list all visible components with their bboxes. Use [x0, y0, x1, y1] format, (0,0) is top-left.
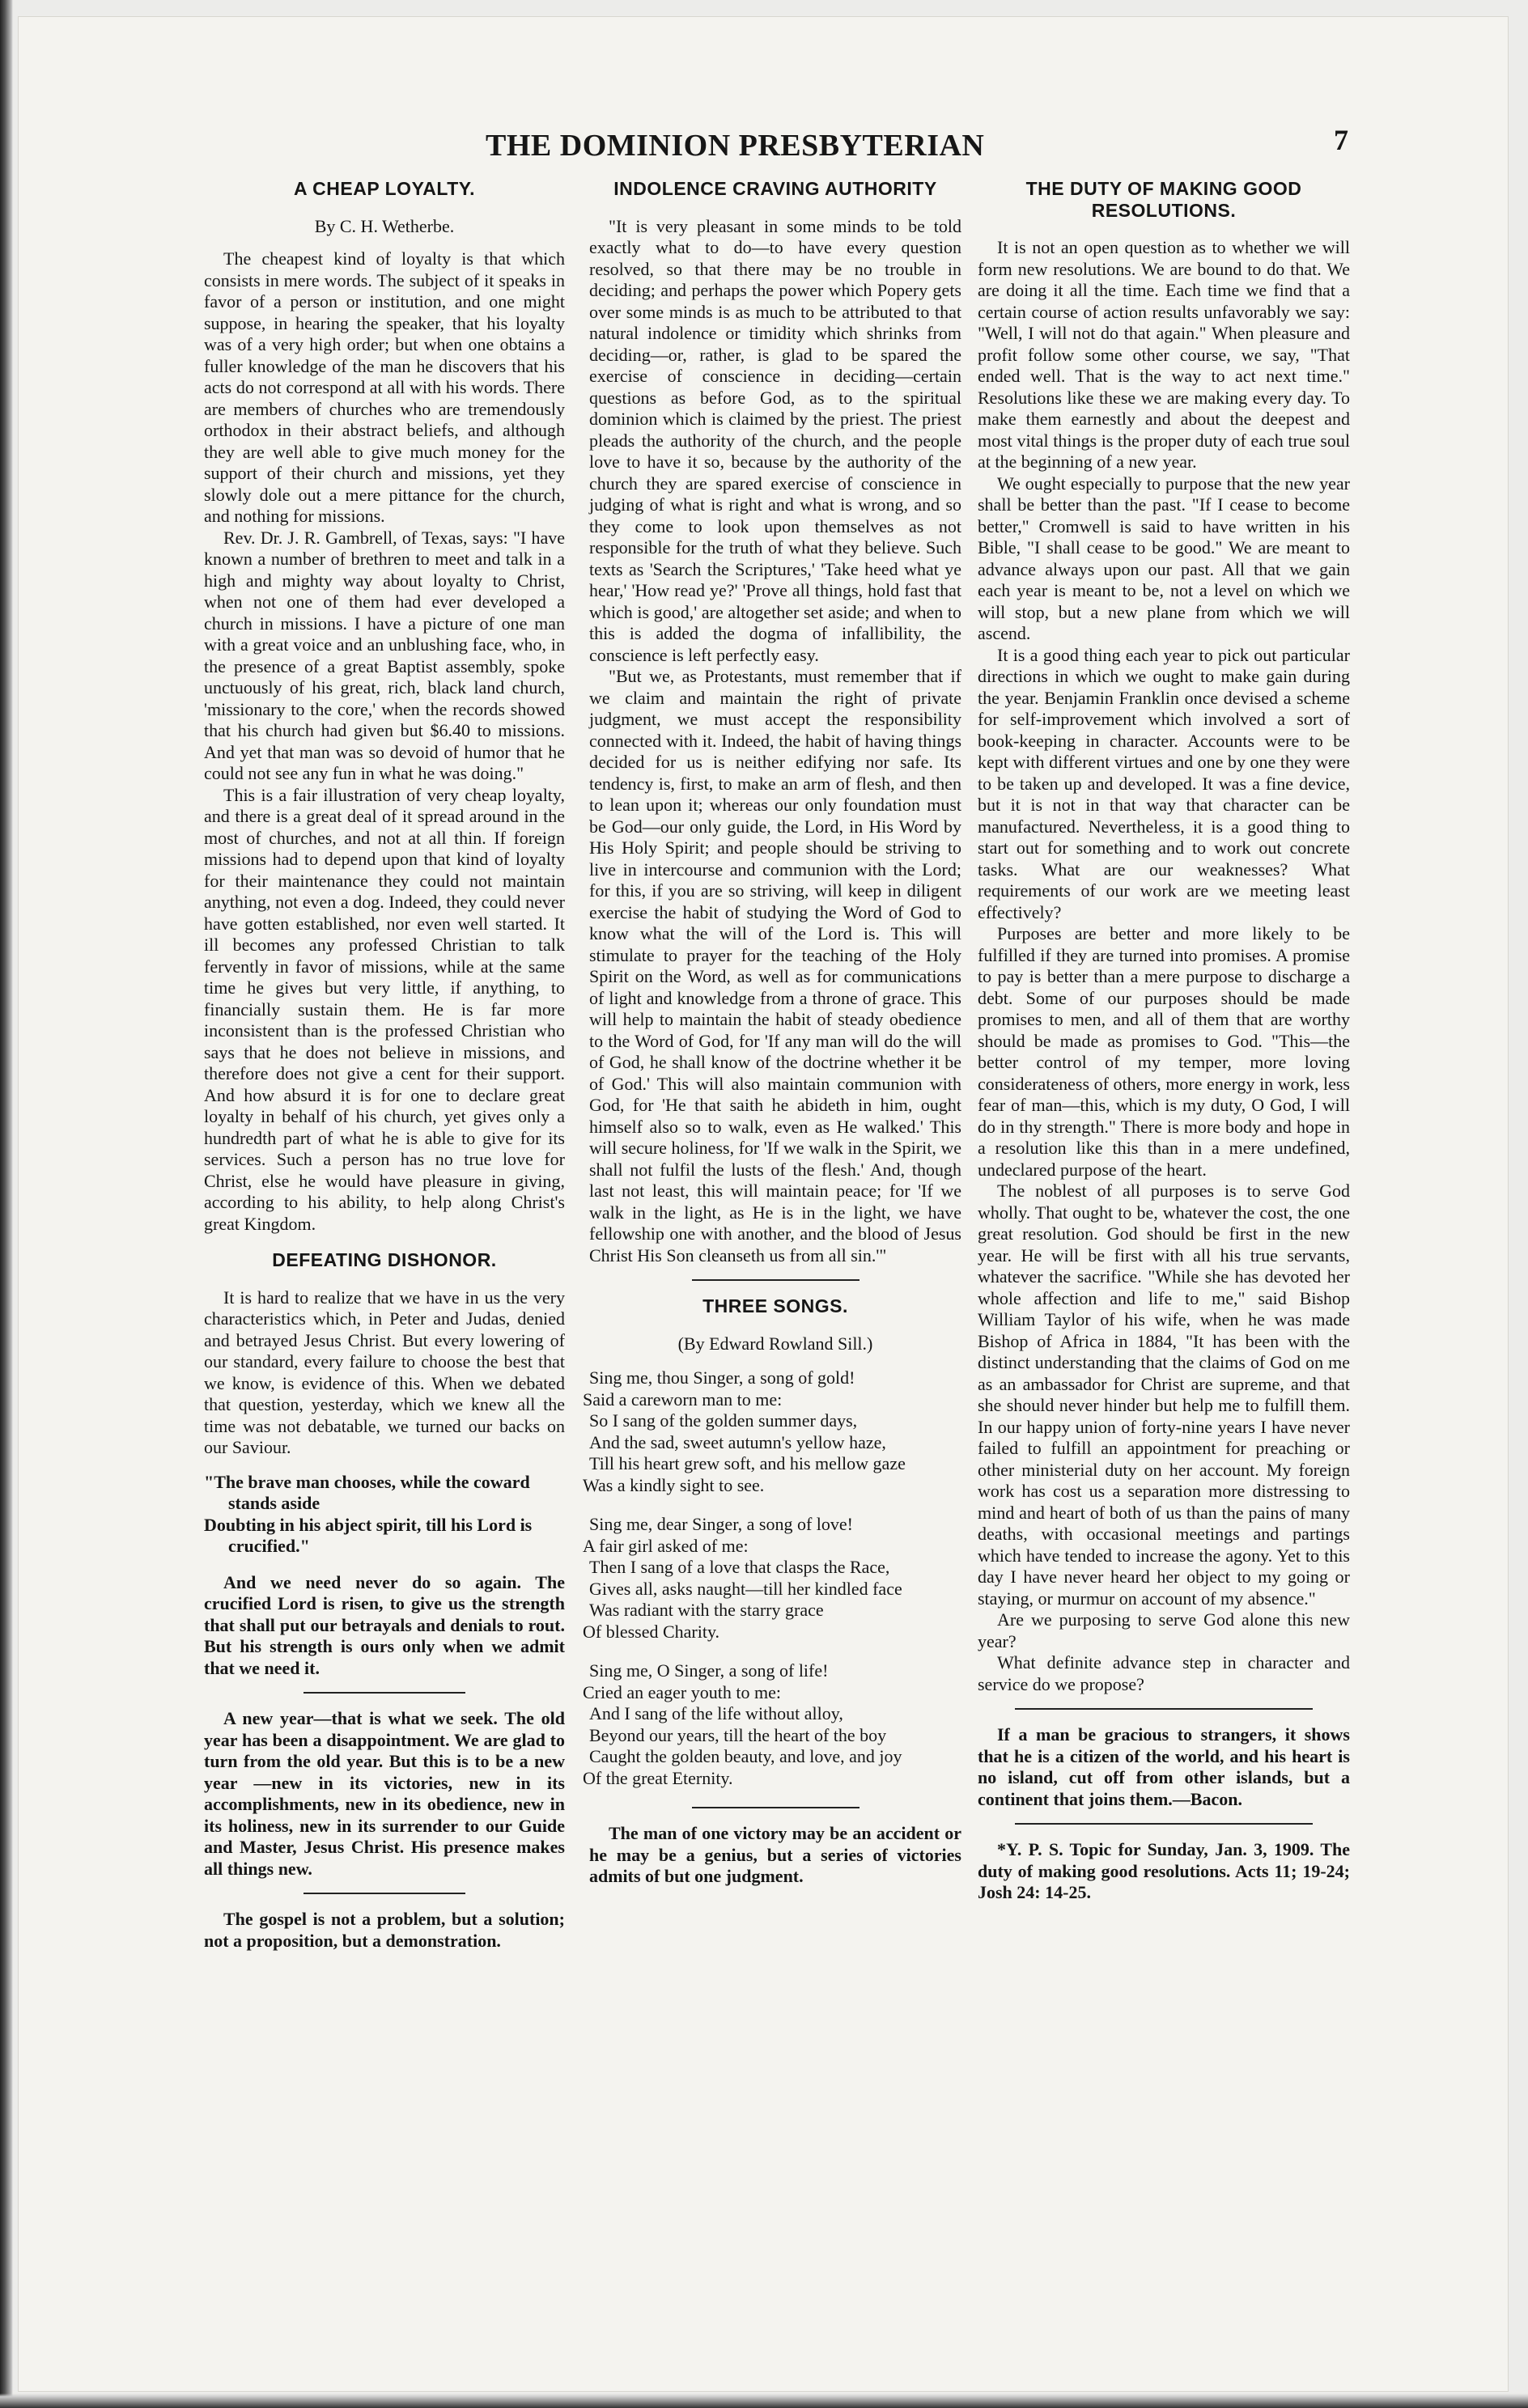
paragraph: What definite advance step in character and service do we propose? [978, 1652, 1350, 1694]
poem-heading: THREE SONGS. [702, 1295, 848, 1316]
quote-line: Doubting in his abject spirit, till his Lord is crucified." [204, 1514, 533, 1556]
divider [303, 1692, 466, 1694]
poem-line: Then I sang of a love that clasps the Race, [589, 1557, 890, 1577]
paragraph: It is a good thing each year to pick out particular directions in which we ought to make gain during the year. Benjamin Franklin once devised a scheme for self-improvement which involved a sort of book-keeping in character. Accounts were to be kept with different virtues and one by one they were to be taken up and developed. It was a fine device, but it is not in that way that character can be manufactured. Nevertheless, it is a good thing to start out for something and to work out concrete tasks. What are our weaknesses? What requirements of our work are we meeting least effectively? [978, 644, 1350, 922]
paragraph: "It is very pleasant in some minds to be told exactly what to do—to have every question resolved, so that there may be no trouble in deciding; and perhaps the power which Popery gets over some minds is as much to be attributed to that natural indolence or timidity which shrinks from deciding—or, rather, is glad to be spared the exercise of conscience in deciding—certain questions as before God, as to the spiritual dominion which is claimed by the priest. The priest pleads the authority of the church, and the people love to have it so, because by the authority of the church they are spared exercise of conscience in judging of what is right and what is wrong, and so they come to look upon themselves as not responsible for the truth of what they believe. Such texts as 'Search the Scriptures,' 'Take heed what ye hear,' 'How read ye?' 'Prove all things, hold fast that which is good,' are altogether set aside; and when to this is added the dogma of infallibility, the conscience is left perfectly easy. [589, 215, 961, 665]
poem-line: Was radiant with the starry grace [589, 1600, 824, 1620]
paragraph: The noblest of all purposes is to serve God wholly. That ought to be, whatever the cost, the one great resolution. God should be first in the new year. He will be first with all his true servants, whatever the sacrifice. "While she has devoted her whole affection and life to me," said Bishop William Taylor of his wife, when he was made Bishop of Africa in 1884, "It has been with the distinct understanding that the claims of God on me as an ambassador for Christ are supreme, and that she should never hinder but help me to fulfill them. In our happy union of forty-nine years I have never failed to fulfill an appointment for preaching or other ministerial duty on her account. My foreign work has cost us a separation more distressing to mind and heart of both of us than the pains of many deaths, with occasional meetings and partings which have tended to increase the agony. Yet to this day I have never heard her object to my going or staying, or murmur on account of my absence." [978, 1181, 1350, 1609]
poem-line: Sing me, thou Singer, a song of gold! [589, 1367, 855, 1388]
paragraph: It is hard to realize that we have in us the very characteristics which, in Peter and Judas, denied and betrayed Jesus Christ. But every lowering of our standard, every failure to choose the best that we know, is evidence of this. When we debated that question, yesterday, which we knew all the time was not debatable, we turned our backs on our Saviour. [204, 1287, 565, 1457]
poem-line: Gives all, asks naught—till her kindled face [589, 1578, 902, 1599]
masthead-title: THE DOMINION PRESBYTERIAN [486, 129, 985, 163]
article-heading: A CHEAP LOYALTY. [294, 178, 475, 199]
poem-line: Caught the golden beauty, and love, and joy [589, 1746, 902, 1766]
poem-line: A fair girl asked of me: [583, 1535, 749, 1556]
poem-line: Cried an eager youth to me: [583, 1681, 781, 1702]
poem-line: And I sang of the life without alloy, [589, 1703, 843, 1723]
divider [303, 1893, 466, 1894]
scan-edge-left [0, 0, 13, 2408]
article-indolence [589, 178, 961, 1266]
divider [1015, 1823, 1313, 1825]
paragraph: Are we purposing to serve God alone this new year? [978, 1609, 1350, 1651]
paragraph: It is not an open question as to whether we will form new resolutions. We are bound to do that. We are doing it all the time. Each time we find that a certain course of action results unfavorably we say: "Well, I will not do that again." When pleasure and profit follow some other course, we say, "That ended well. That is the way to act next time." Resolutions like these we are making every day. To make them earnestly and about the deepest and most vital things is the proper duty of each true soul at the beginning of a new year. [978, 237, 1350, 472]
article-heading: THE DUTY OF MAKING GOOD RESOLUTIONS. [1025, 178, 1302, 221]
poem-line: Sing me, dear Singer, a song of love! [589, 1514, 853, 1534]
gracious-note: If a man be gracious to strangers, it shows that he is a citizen of the world, and his heart is no island, cut off from other islands, but a continent that joins them.—Bacon. [978, 1724, 1350, 1809]
poem-line: Sing me, O Singer, a song of life! [589, 1660, 829, 1681]
poem-line: Till his heart grew soft, and his mellow gaze [589, 1453, 906, 1473]
stanza [583, 1367, 961, 1496]
scan-edge-bottom [0, 2393, 1528, 2408]
poem-line: So I sang of the golden summer days, [589, 1410, 858, 1431]
poem-line: Was a kindly sight to see. [583, 1474, 765, 1495]
poem-three-songs [583, 1295, 961, 1789]
divider [1015, 1708, 1313, 1710]
column-2 [583, 178, 961, 1888]
article-defeating-dishonor [204, 1249, 565, 1679]
poem-line: Of blessed Charity. [583, 1621, 720, 1642]
page-number: 7 [1334, 124, 1348, 156]
divider [692, 1279, 860, 1281]
masthead [0, 124, 1528, 168]
new-year-note: A new year—that is what we seek. The old year has been a disappointment. We are glad to turn from the old year. But this is to be a new year —new in its victories, new in its accomplishments, new in its obedience, new in its holiness, new in its surrender to our Guide and Master, Jesus Christ. His presence makes all things new. [204, 1708, 565, 1879]
paragraph: This is a fair illustration of very cheap loyalty, and there is a great deal of it spread around in the most of churches, and not at all thin. If foreign missions had to depend upon that kind of loyalty for their maintenance they could not maintain anything, not even a dog. Indeed, they could never have gotten established, nor even well started. It ill becomes any professed Christian to talk fervently in favor of missions, while at the same time he gives but very little, if anything, to financially sustain them. He is far more inconsistent than is the professed Christian who says that he does not believe in missions, and therefore does not give a cent for their support. And how absurd it is for one to declare great loyalty in behalf of his church, yet gives only a hundredth part of what he is able to give for its services. Such a person has no true love for Christ, else he would have pleasure in giving, according to his ability, to help along Christ's great Kingdom. [204, 784, 565, 1234]
article-heading: INDOLENCE CRAVING AUTHORITY [613, 178, 937, 199]
column-1 [204, 178, 565, 1952]
quote-line: "The brave man chooses, while the coward stands aside [204, 1471, 530, 1513]
poem-line: Said a careworn man to me: [583, 1388, 783, 1410]
paragraph: We ought especially to purpose that the new year shall be better than the past. "If I cease to become better," Cromwell is said to have written in his Bible, "I shall cease to be good." We are meant to advance always upon our past. All that we gain each year is meant to be, not a level on which we will stop, but a new plane from which we will ascend. [978, 473, 1350, 643]
topic-note: *Y. P. S. Topic for Sunday, Jan. 3, 1909. The duty of making good resolutions. Acts 11; 19-24; Josh 24: 14-25. [978, 1839, 1350, 1902]
poem-line: Of the great Eternity. [583, 1767, 733, 1788]
article-heading: DEFEATING DISHONOR. [272, 1249, 497, 1270]
stanza [583, 1660, 961, 1789]
poem-body [583, 1367, 961, 1789]
paragraph: The cheapest kind of loyalty is that which consists in mere words. The subject of it speaks in favor of a person or institution, and one might suppose, in hearing the speaker, that his loyalty was of a very high order; but when one obtains a fuller knowledge of the man he discovers that his acts do not correspond at all with his words. There are members of churches who are tremendously orthodox in their abstract beliefs, and although they are well able to give much money for the support of their church and missions, yet they slowly dole out a mere pittance for the church, and nothing for missions. [204, 248, 565, 526]
block-quote [204, 1472, 565, 1558]
column-3 [978, 178, 1350, 1904]
paragraph: Rev. Dr. J. R. Gambrell, of Texas, says: "I have known a number of brethren to meet and talk in a high and mighty way about loyalty to Christ, when not one of them had ever developed a church in missions. I have a picture of one man with a great voice and an unblushing face, who, in the presence of a great Baptist assembly, spoke unctuously of his great, rich, black land church, 'missionary to the core,' when the records showed that his church had given but $6.40 to missions. And yet that man was so devoid of humor that he could not see any fun in what he was doing." [204, 527, 565, 783]
paragraph: "But we, as Protestants, must remember that if we claim and maintain the right of private judgment, we must accept the responsibility connected with it. Indeed, the habit of having things decided for us is neither edifying nor safe. Its tendency is, first, to make an arm of flesh, and then to lean upon it; whereas our only foundation must be God—our only guide, the Lord, in His Word by His Holy Spirit; and people should be striving to live in intercourse and communion with the Lord; for this, if you are so striving, will keep in diligent exercise the habit of studying the Word of God to know what the will of the Lord is. This will stimulate to prayer for the teaching of the Holy Spirit on the Word, as well as for communications of light and knowledge from a throne of grace. This will help to maintain the habit of steady obedience to the Word of God, for 'If any man will do the will of God, he shall know of the doctrine whether it be of God.' This will also maintain communion with God, for 'He that saith he abideth in him, ought himself also so to walk, even as He walked.' This will secure holiness, for 'If we walk in the Spirit, we shall not fulfil the lusts of the flesh.' And, though last not least, this will maintain peace; for 'If we walk in the light, as He is in the light, we have fellowship one with another, and the blood of Jesus Christ His Son cleanseth us from all sin.'" [589, 666, 961, 1265]
article-good-resolutions [978, 178, 1350, 1695]
divider [692, 1807, 860, 1808]
gospel-note: The gospel is not a problem, but a solution; not a proposition, but a demonstration. [204, 1909, 565, 1951]
article-byline: By C. H. Wetherbe. [314, 215, 455, 236]
poem-line: And the sad, sweet autumn's yellow haze, [589, 1431, 886, 1452]
victory-note: The man of one victory may be an accident or he may be a genius, but a series of victories admits of but one judgment. [589, 1823, 961, 1886]
poem-line: Beyond our years, till the heart of the boy [589, 1724, 887, 1745]
stanza [583, 1514, 961, 1643]
paragraph: Purposes are better and more likely to be fulfilled if they are turned into promises. A promise to pay is better than a mere purpose to discharge a debt. Some of our purposes should be made promises to men, and all of them that are worthy should be made as promises to God. "This—the better control of my temper, more loving considerateness of others, more energy in work, less fear of man—this, which is my duty, O God, I will do in thy strength." There is more body and hope in a resolution like this than in a mere undefined, undeclared purpose of the heart. [978, 923, 1350, 1180]
article-cheap-loyalty [204, 178, 565, 1235]
paragraph: And we need never do so again. The crucified Lord is risen, to give us the strength that shall put our betrayals and denials to rout. But his strength is ours only when we admit that we need it. [204, 1571, 565, 1678]
poem-byline: (By Edward Rowland Sill.) [677, 1333, 873, 1354]
